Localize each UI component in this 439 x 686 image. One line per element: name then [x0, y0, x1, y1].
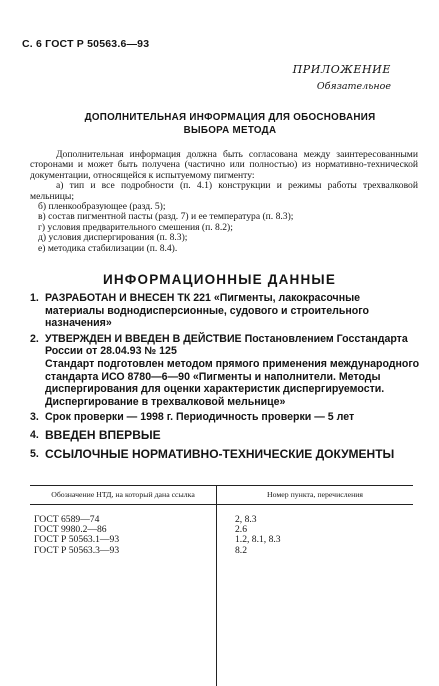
references-table: [30, 485, 413, 686]
table-header-row: [30, 486, 413, 505]
table-row: [30, 546, 413, 686]
info-item-number: 4.: [30, 428, 39, 441]
info-item-5: [30, 448, 422, 462]
intro-item: г) условия предварительного смешения (п. 8.2);: [38, 221, 233, 233]
table-cell: ГОСТ 9980.2—86: [30, 525, 217, 535]
appendix-label-block: [293, 63, 391, 92]
table-cell: ГОСТ Р 50563.1—93: [30, 535, 217, 545]
intro-text: [30, 150, 418, 254]
section-title-line1: ДОПОЛНИТЕЛЬНАЯ ИНФОРМАЦИЯ ДЛЯ ОБОСНОВАНИЯ: [84, 112, 376, 123]
appendix-label: ПРИЛОЖЕНИЕ: [292, 63, 391, 76]
info-item-number: 2.: [30, 332, 39, 345]
info-title: ИНФОРМАЦИОННЫЕ ДАННЫЕ: [102, 272, 337, 287]
info-item-4: [30, 429, 422, 443]
section-title-line2: ВЫБОРА МЕТОДА: [183, 125, 277, 136]
info-item-number: 3.: [30, 411, 39, 424]
info-item-2: [30, 333, 422, 409]
table-header-cell: Номер пункта, перечисления: [217, 486, 414, 505]
table-header-cell: Обозначение НТД, на который дана ссылка: [30, 486, 217, 505]
info-items: [30, 292, 422, 466]
info-item-bold: ССЫЛОЧНЫЕ НОРМАТИВНО-ТЕХНИЧЕСКИЕ ДОКУМЕНТЫ: [45, 446, 395, 461]
intro-item: б) пленкообразующее (разд. 5);: [38, 201, 166, 213]
intro-item: д) условия диспергирования (п. 8.3);: [38, 232, 188, 244]
intro-item: в) состав пигментной пасты (разд. 7) и ее температура (п. 8.3);: [38, 211, 294, 223]
intro-item: е) методика стабилизации (п. 8.4).: [38, 242, 178, 254]
info-item-1: [30, 292, 422, 330]
table-cell: ГОСТ Р 50563.3—93: [30, 546, 217, 686]
page-header: С. 6 ГОСТ Р 50563.6—93: [22, 38, 150, 50]
section-title: [40, 111, 420, 137]
info-item-note: Стандарт подготовлен методом прямого применения международного стандарта ИСО 8780—6—90 «Пигменты и наполнители. Методы диспергирования для оценки характеристик диспергируемости. Диспергирование в трехвалковой мельнице»: [45, 357, 420, 408]
info-item-number: 1.: [30, 292, 39, 304]
info-item-3: [30, 411, 422, 424]
table-cell: 2.6: [235, 524, 247, 536]
table-row: [30, 505, 413, 526]
info-item-bold: ВВЕДЕН ВПЕРВЫЕ: [45, 427, 161, 442]
table-cell: 1.2, 8.1, 8.3: [235, 534, 281, 546]
intro-paragraph: Дополнительная информация должна быть согласована между заинтересованными сторонами и может быть получена (частично или полностью) из нормативно-технической документации, относящейся к испытуемому пигменту:: [30, 149, 418, 181]
info-item-bold: УТВЕРЖДЕН И ВВЕДЕН В ДЕЙСТВИЕ: [45, 332, 242, 345]
table-cell: ГОСТ 6589—74: [30, 505, 217, 526]
info-item-text: Срок проверки — 1998 г. Периодичность проверки — 5 лет: [45, 411, 355, 424]
appendix-status: Обязательное: [316, 81, 391, 92]
info-item-text: Постановлением Госстандарта России от 28.04.93 № 125: [45, 332, 408, 358]
table-cell: 2, 8.3: [235, 514, 257, 525]
table-cell: 8.2: [235, 544, 247, 556]
intro-item: а) тип и все подробности (п. 4.1) конструкции и режимы работы трехвалковой мельницы;: [30, 180, 418, 202]
info-item-number: 5.: [30, 447, 39, 460]
info-item-bold: РАЗРАБОТАН И ВНЕСЕН ТК 221 «Пигменты, лакокрасочные материалы воднодисперсионные, судового и строительного назначения»: [45, 292, 369, 330]
